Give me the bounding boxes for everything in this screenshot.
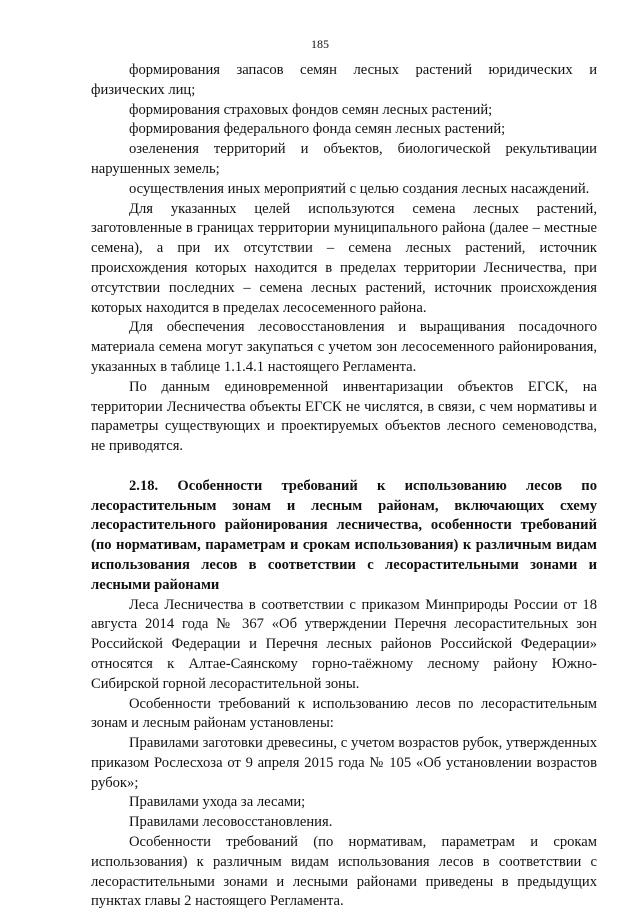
paragraph: озеленения территорий и объектов, биологической рекультивации нарушенных земель; (91, 141, 597, 177)
paragraph: формирования запасов семян лесных растений юридических и физических лиц; (91, 62, 597, 98)
paragraph: Правилами лесовосстановления. (129, 814, 333, 831)
paragraph: Особенности требований к использованию лесов по лесорастительным зонам и лесным районам установлены: (91, 695, 597, 732)
page-number: 185 (311, 37, 329, 51)
paragraph: По данным единовременной инвентаризации объектов ЕГСК, на территории Лесничества объекты ЕГСК не числятся, в связи, с чем нормативы и параметры существующих и проектируемых объектов лесного семеноводства, не приводятся. (91, 378, 597, 455)
paragraph: Леса Лесничества в соответствии с приказом Минприроды России от 18 августа 2014 года № 367 «Об утверждении Перечня лесорастительных зон Российской Федерации и Перечня лесных районов Российской Федерации» относятся к Алтае-Саянскому горно-таёжному лесному району Южно-Сибирской горной лесорастительной зоны. (91, 596, 597, 692)
paragraph: осуществления иных мероприятий с целью создания лесных насаждений. (129, 180, 590, 197)
section-heading: 2.18. Особенности требований к использованию лесов по лесорастительным зонам и лесным районам, включающих схему лесорастительного районирования лесничества, особенности требований (по нормативам, параметрам и срокам использования) к различным видам использования лесов в соответствии с лесорастительными зонами и лесными районами (91, 477, 597, 593)
page-body (91, 61, 597, 912)
paragraph: формирования страховых фондов семян лесных растений; (129, 101, 493, 118)
paragraph: Особенности требований (по нормативам, параметрам и срокам использования) к различным видам использования лесов в соответствии с лесорастительными зонами и лесными районами приведены в предыдущих пунктах главы 2 настоящего Регламента. (91, 834, 597, 910)
paragraph: Для обеспечения лесовосстановления и выращивания посадочного материала семена могут закупаться с учетом зон лесосеменного районирования, указанных в таблице 1.1.4.1 настоящего Регламента. (91, 319, 597, 375)
paragraph: формирования федерального фонда семян лесных растений; (129, 121, 506, 138)
paragraph: Правилами заготовки древесины, с учетом возрастов рубок, утвержденных приказом Рослесхоза от 9 апреля 2015 года № 105 «Об установлении возрастов рубок»; (91, 735, 597, 791)
paragraph: Правилами ухода за лесами; (129, 794, 306, 811)
paragraph: Для указанных целей используются семена лесных растений, заготовленные в границах территории муниципального района (далее – местные семена), а при их отсутствии – семена лесных растений, источник происхождения которых находится в пределах территории Лесничества, при отсутствии последних – семена лесных растений, источник происхождения которых находится в пределах лесосеменного района. (91, 200, 597, 316)
